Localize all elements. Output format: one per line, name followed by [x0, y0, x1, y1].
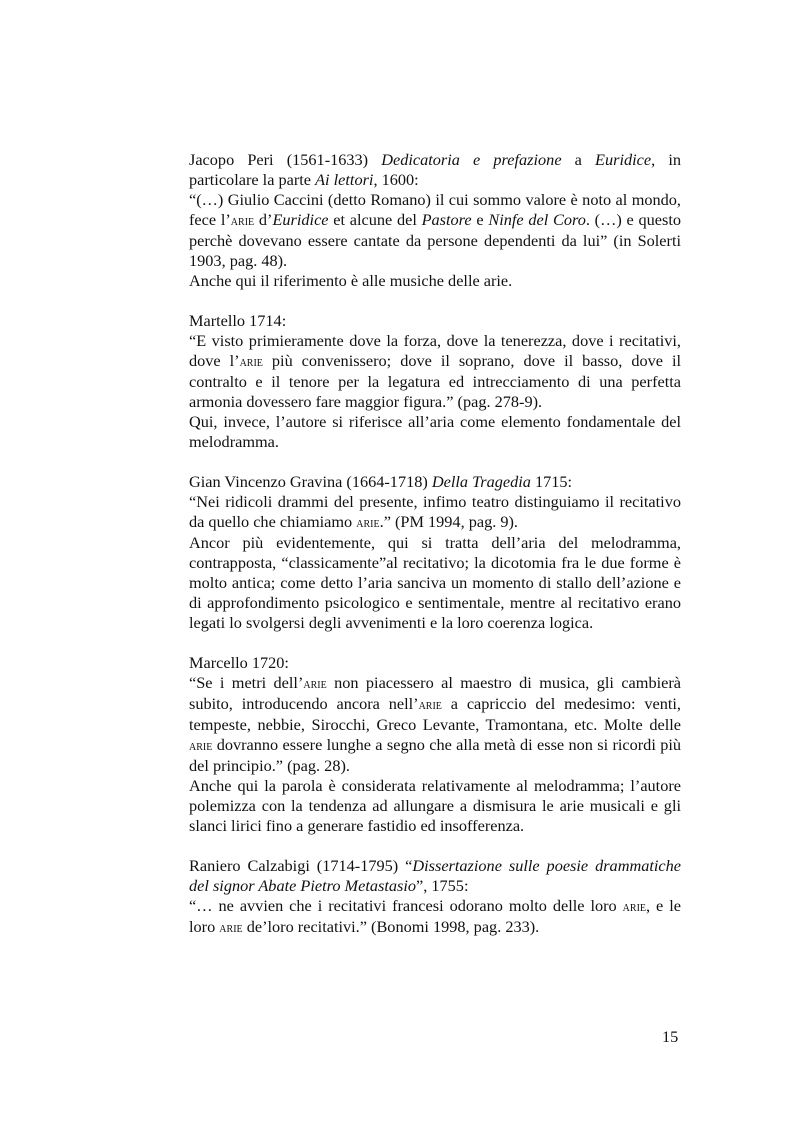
- quote-marcello: “Se i metri dell’arie non piacessero al maestro di musica, gli cambierà subito, introducendo ancora nell’arie a capriccio del medesimo: venti, tempeste, nebbie, Sirocchi, Greco Levante, Tramontana, etc. Molte delle arie dovranno essere lunghe a segno che alla metà di esse non si ricordi più del principio.” (pag. 28).: [189, 673, 681, 775]
- citation-heading-peri: Jacopo Peri (1561-1633) Dedicatoria e prefazione a Euridice, in particolare la parte Ai lettori, 1600:: [189, 150, 681, 189]
- section-gap: [189, 291, 681, 311]
- section-gap: [189, 836, 681, 856]
- quote-calzabigi: “… ne avvien che i recitativi francesi odorano molto delle loro arie, e le loro arie de’loro recitativi.” (Bonomi 1998, pag. 233).: [189, 896, 682, 936]
- comment-gravina: Ancor più evidentemente, qui si tratta dell’aria del melodramma, contrapposta, “classicamente”al recitativo; la dicotomia fra le due forme è molto antica; come detto l’aria sanciva un momento di stallo dell’azione e di approfondimento psicologico e sentimentale, mentre al recitativo erano legati lo svolgersi degli avvenimenti e la loro coerenza logica.: [189, 533, 681, 632]
- quote-peri: “(…) Giulio Caccini (detto Romano) il cui sommo valore è noto al mondo, fece l’arie d’Euridice et alcune del Pastore e Ninfe del Coro. (…) e questo perchè dovevano essere cantate da persone dependenti da lui” (in Solerti 1903, pag. 48).: [189, 190, 682, 270]
- citation-heading-calzabigi: Raniero Calzabigi (1714-1795) “Dissertazione sulle poesie drammatiche del signor Abate Pietro Metastasio”, 1755:: [189, 856, 681, 895]
- citation-heading-martello: Martello 1714:: [189, 311, 287, 330]
- quote-martello: “E visto primieramente dove la forza, dove la tenerezza, dove i recitativi, dove l’arie più convenissero; dove il soprano, dove il basso, dove il contralto e il tenore per la legatura ed intrecciamento di una perfetta armonia dovessero fare maggior figura.” (pag. 278-9).: [189, 331, 681, 411]
- main-text: [189, 150, 681, 938]
- comment-martello: Qui, invece, l’autore si riferisce all’aria come elemento fondamentale del melodramma.: [189, 412, 681, 451]
- page-number: 15: [662, 1027, 679, 1046]
- citation-heading-gravina: Gian Vincenzo Gravina (1664-1718) Della Tragedia 1715:: [189, 472, 573, 491]
- comment-peri: Anche qui il riferimento è alle musiche delle arie.: [189, 271, 513, 290]
- citation-heading-marcello: Marcello 1720:: [189, 653, 289, 672]
- section-gap: [189, 452, 681, 472]
- quote-gravina: “Nei ridicoli drammi del presente, infimo teatro distinguiamo il recitativo da quello che chiamiamo arie.” (PM 1994, pag. 9).: [189, 492, 681, 531]
- comment-marcello: Anche qui la parola è considerata relativamente al melodramma; l’autore polemizza con la tendenza ad allungare a dismisura le arie musicali e gli slanci lirici fino a generare fastidio ed insofferenza.: [189, 776, 681, 835]
- section-gap: [189, 633, 681, 653]
